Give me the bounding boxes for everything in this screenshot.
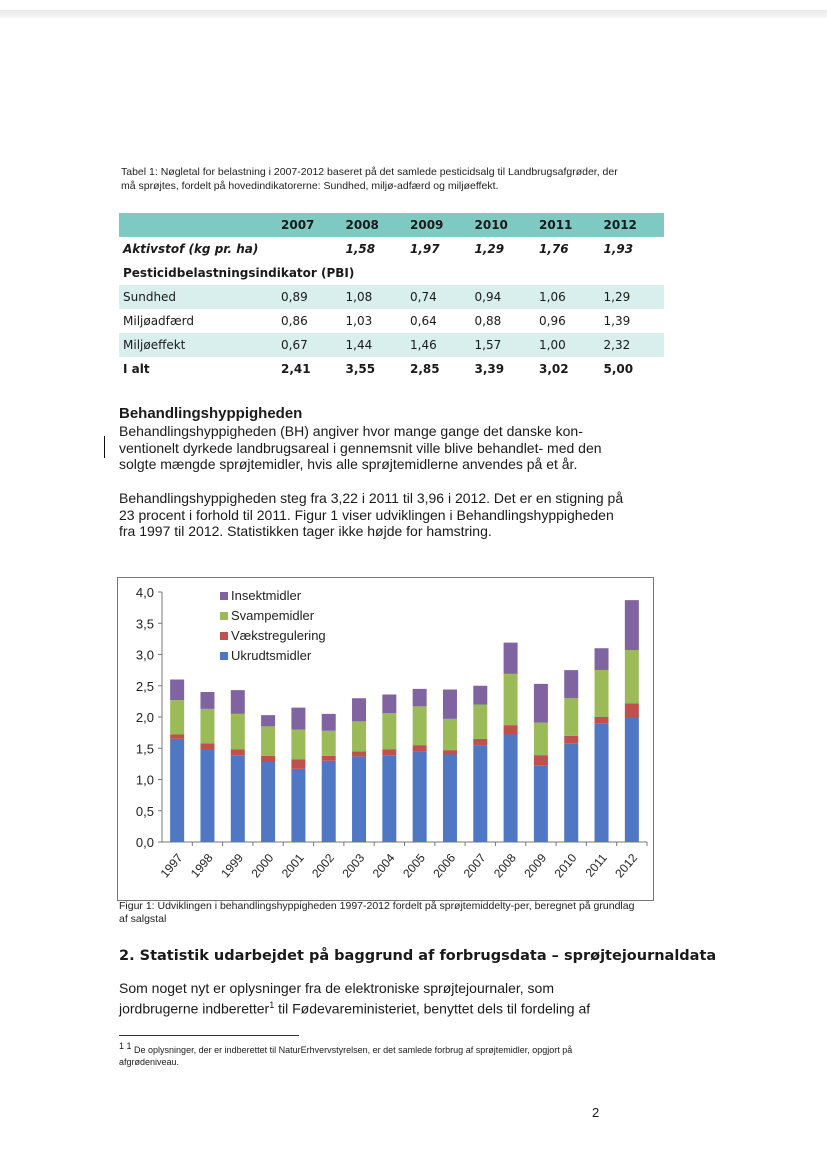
bar-segment-svampemidler	[473, 705, 487, 739]
section-2-heading: 2. Statistik udarbejdet på baggrund af forbrugsdata – sprøjtejournaldata	[119, 948, 717, 964]
bar-segment-insektmidler	[261, 715, 275, 726]
x-tick-label: 1998	[187, 850, 216, 881]
bar-segment-insektmidler	[200, 692, 214, 709]
table-header-row	[119, 213, 664, 237]
footnote	[119, 1040, 599, 1068]
table-caption: Tabel 1: Nøgletal for belastning i 2007-2012 baseret på det samlede pesticidsalg til Landbrugsafgrøder, der må sprøjtes, fordelt på hovedindikatorerne: Sundhed, miljø-adfærd og miljøeffekt.	[121, 166, 618, 192]
paragraph-text: Som noget nyt er oplysninger fra de elektroniske sprøjtejournaler, som jordbrugerne indberetter	[119, 980, 554, 1017]
y-tick-label: 4,0	[135, 585, 154, 600]
cell: 0,64	[410, 314, 437, 328]
cell: 0,67	[277, 333, 342, 357]
cell: 1,29	[474, 242, 505, 256]
bar-segment-ukrudtsmidler	[413, 751, 427, 842]
bar-segment-vækstregulering	[322, 756, 336, 761]
bar-segment-svampemidler	[382, 713, 396, 749]
legend-label: Svampemidler	[231, 608, 315, 623]
cell: 1,93	[603, 242, 634, 256]
cell: 2,41	[281, 362, 311, 376]
table-row	[119, 285, 664, 309]
paragraph: Behandlingshyppigheden (BH) angiver hvor mange gange det danske kon-ventionelt dyrkede landbrugsareal i gennemsnit ville blive behandlet- med den solgte mængde sprøjtemidler, hvis alle sprøjtemidlerne anvendes på et år.	[119, 423, 602, 472]
bar-segment-insektmidler	[382, 695, 396, 714]
x-tick-label: 2005	[400, 850, 428, 881]
x-tick-label: 2003	[339, 850, 368, 881]
cell: 1,03	[345, 314, 373, 328]
cell: 1,39	[603, 314, 631, 328]
y-tick-label: 1,5	[135, 741, 154, 757]
y-tick-label: 1,0	[135, 772, 154, 788]
year-header: 2010	[471, 213, 536, 237]
bar-segment-insektmidler	[170, 680, 184, 701]
bar-segment-svampemidler	[564, 698, 578, 736]
bar-segment-ukrudtsmidler	[291, 769, 305, 842]
bar-segment-svampemidler	[291, 730, 305, 760]
paragraph-text: til Fødevareministeriet, benyttet dels til fordeling af	[274, 1000, 591, 1017]
x-tick-label: 2001	[278, 850, 307, 881]
y-tick-label: 3,5	[135, 616, 154, 632]
section-heading: Behandlingshyppigheden	[119, 405, 303, 422]
bar-segment-vækstregulering	[473, 739, 487, 745]
bar-segment-vækstregulering	[200, 743, 214, 749]
bar-segment-ukrudtsmidler	[473, 745, 487, 842]
bar-segment-ukrudtsmidler	[170, 739, 184, 842]
stacked-bar-chart	[118, 578, 653, 900]
table-row	[119, 357, 664, 381]
bar-segment-insektmidler	[322, 714, 336, 731]
page-number: 2	[592, 1105, 600, 1120]
x-tick-label: 2011	[582, 850, 610, 880]
bar-segment-vækstregulering	[534, 755, 548, 766]
year-header: 2011	[535, 213, 600, 237]
bar-segment-ukrudtsmidler	[261, 762, 275, 842]
table-row	[119, 333, 664, 357]
legend-swatch	[220, 652, 228, 660]
x-tick-label: 2002	[309, 850, 338, 881]
revision-bar	[104, 436, 105, 458]
cell: 0,94	[471, 285, 536, 309]
row-label: Miljøadfærd	[123, 314, 195, 328]
cell: 5,00	[603, 362, 634, 376]
bar-segment-svampemidler	[231, 714, 245, 750]
bar-segment-vækstregulering	[291, 760, 305, 769]
bar-segment-vækstregulering	[564, 736, 578, 744]
bar-segment-vækstregulering	[443, 750, 457, 754]
bar-segment-svampemidler	[595, 670, 609, 717]
paragraph	[119, 980, 629, 1017]
cell: 1,08	[342, 285, 407, 309]
bar-segment-svampemidler	[352, 721, 366, 751]
legend-label: Vækstregulering	[231, 628, 326, 643]
x-tick-label: 2000	[248, 850, 277, 881]
cell	[277, 237, 342, 261]
cell: 0,89	[277, 285, 342, 309]
bar-segment-ukrudtsmidler	[382, 756, 396, 842]
row-label: Miljøeffekt	[119, 333, 277, 357]
bar-segment-vækstregulering	[352, 751, 366, 756]
bar-segment-insektmidler	[352, 698, 366, 721]
cell: 2,85	[410, 362, 440, 376]
bar-segment-svampemidler	[625, 650, 639, 703]
footnote-ref: 1	[269, 999, 275, 1010]
x-tick-label: 2007	[460, 850, 489, 881]
x-tick-label: 2004	[369, 850, 398, 881]
bar-segment-vækstregulering	[504, 725, 518, 734]
table-row	[119, 261, 664, 285]
cell: 0,74	[406, 285, 471, 309]
legend-label: Ukrudtsmidler	[231, 648, 312, 663]
chart-frame	[117, 577, 654, 901]
bar-segment-svampemidler	[443, 719, 457, 750]
bar-segment-svampemidler	[200, 709, 214, 743]
row-label: Aktivstof (kg pr. ha)	[123, 242, 259, 256]
bar-segment-svampemidler	[322, 731, 336, 756]
footnote-separator	[119, 1035, 299, 1036]
bar-segment-ukrudtsmidler	[443, 755, 457, 843]
paragraph: Behandlingshyppigheden steg fra 3,22 i 2011 til 3,96 i 2012. Det er en stigning på 23 procent i forhold til 2011. Figur 1 viser udviklingen i Behandlingshyppigheden fra 1997 til 2012. Statistikken tager ikke højde for hamstring.	[119, 490, 624, 539]
year-header: 2009	[406, 213, 471, 237]
bar-segment-svampemidler	[261, 726, 275, 755]
cell: 0,88	[474, 314, 502, 328]
y-tick-label: 2,0	[135, 710, 154, 725]
bar-segment-insektmidler	[291, 708, 305, 730]
bar-segment-insektmidler	[473, 686, 487, 705]
bar-segment-vækstregulering	[170, 735, 184, 739]
bar-segment-vækstregulering	[595, 717, 609, 723]
year-header: 2012	[600, 213, 665, 237]
table-row	[119, 309, 664, 333]
bar-segment-ukrudtsmidler	[352, 756, 366, 842]
cell: 3,02	[539, 362, 569, 376]
bar-segment-ukrudtsmidler	[504, 735, 518, 843]
cell: 1,57	[471, 333, 536, 357]
year-header: 2007	[277, 213, 342, 237]
x-tick-label: 2010	[551, 850, 580, 881]
bar-segment-ukrudtsmidler	[534, 766, 548, 842]
table-row	[119, 237, 664, 261]
cell: 1,06	[535, 285, 600, 309]
row-label: Pesticidbelastningsindikator (PBI)	[123, 266, 355, 280]
bar-segment-svampemidler	[413, 706, 427, 745]
bar-segment-vækstregulering	[413, 745, 427, 751]
bar-segment-vækstregulering	[261, 756, 275, 762]
bar-segment-insektmidler	[443, 690, 457, 719]
cell: 1,44	[342, 333, 407, 357]
bar-segment-ukrudtsmidler	[564, 743, 578, 842]
bar-segment-ukrudtsmidler	[595, 723, 609, 842]
cell: 3,39	[474, 362, 505, 376]
cell: 1,46	[406, 333, 471, 357]
bar-segment-insektmidler	[625, 600, 639, 650]
row-label: Sundhed	[119, 285, 277, 309]
y-tick-label: 0,5	[135, 803, 154, 819]
legend-swatch	[220, 592, 228, 600]
legend-swatch	[220, 632, 228, 640]
y-tick-label: 0,0	[135, 835, 154, 850]
bar-segment-svampemidler	[534, 723, 548, 756]
cell: 1,00	[535, 333, 600, 357]
x-tick-label: 2012	[612, 850, 641, 881]
bar-segment-vækstregulering	[231, 750, 245, 756]
cell: 0,86	[281, 314, 308, 328]
bar-segment-insektmidler	[534, 684, 548, 723]
bar-segment-ukrudtsmidler	[625, 717, 639, 842]
footnote-mark: 1 1	[119, 1041, 132, 1051]
cell: 3,55	[345, 362, 376, 376]
cell: 1,29	[600, 285, 665, 309]
x-tick-label: 1997	[157, 850, 186, 881]
year-header: 2008	[342, 213, 407, 237]
bar-segment-insektmidler	[231, 690, 245, 714]
y-tick-label: 2,5	[135, 678, 154, 694]
legend-label: Insektmidler	[231, 588, 302, 603]
bar-segment-insektmidler	[413, 689, 427, 707]
x-tick-label: 2009	[521, 850, 550, 881]
x-tick-label: 2006	[430, 850, 459, 881]
y-tick-label: 3,0	[135, 647, 154, 663]
cell: 1,58	[345, 242, 376, 256]
footnote-text: De oplysninger, der er indberettet til NaturErhvervstyrelsen, er det samlede forbrug af sprøjtemidler, opgjort på afgrødeniveau.	[119, 1045, 573, 1067]
cell: 2,32	[600, 333, 665, 357]
bar-segment-svampemidler	[504, 674, 518, 725]
legend-swatch	[220, 612, 228, 620]
cell: 1,97	[410, 242, 440, 256]
figure-caption: Figur 1: Udviklingen i behandlingshyppigheden 1997-2012 fordelt på sprøjtemiddelty-per, beregnet på grundlag af salgstal	[119, 900, 635, 925]
bar-segment-insektmidler	[504, 643, 518, 674]
x-tick-label: 1999	[218, 850, 247, 881]
bar-segment-vækstregulering	[382, 750, 396, 756]
bar-segment-insektmidler	[564, 670, 578, 698]
bar-segment-ukrudtsmidler	[200, 750, 214, 843]
pesticide-table	[119, 213, 664, 381]
bar-segment-svampemidler	[170, 700, 184, 734]
x-tick-label: 2008	[491, 850, 519, 881]
row-label: I alt	[123, 362, 150, 376]
bar-segment-ukrudtsmidler	[231, 756, 245, 842]
scan-top-edge	[0, 10, 827, 18]
bar-segment-vækstregulering	[625, 703, 639, 717]
cell: 0,96	[539, 314, 566, 328]
cell: 1,76	[539, 242, 569, 256]
bar-segment-ukrudtsmidler	[322, 761, 336, 842]
bar-segment-insektmidler	[595, 648, 609, 670]
